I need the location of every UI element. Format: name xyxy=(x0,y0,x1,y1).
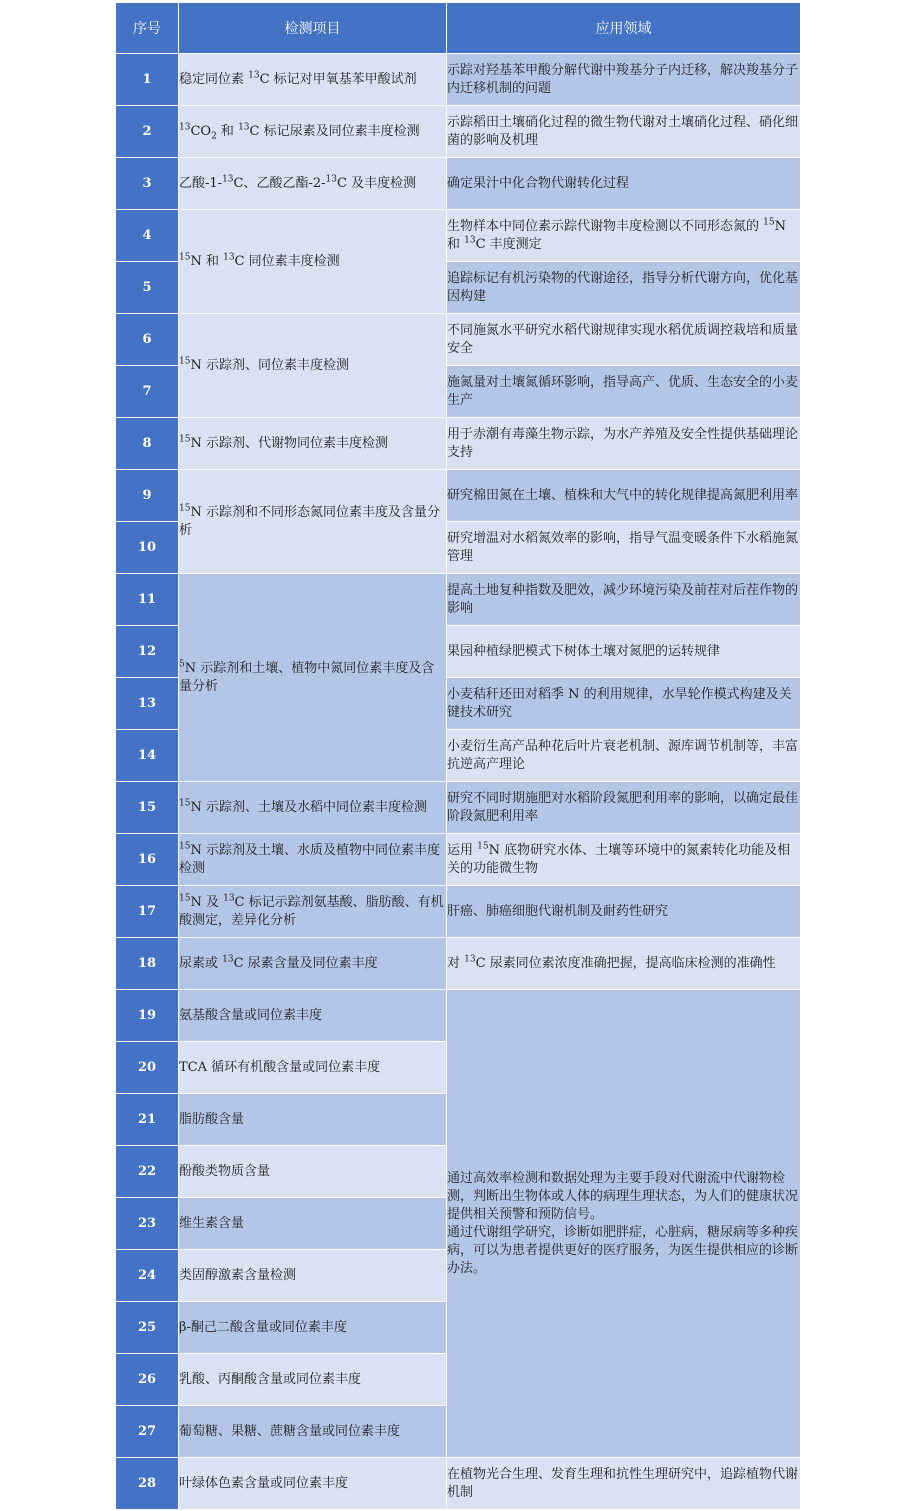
text-segment: 13 xyxy=(223,252,235,263)
application-field xyxy=(447,158,801,210)
detection-item xyxy=(179,1354,447,1406)
application-field xyxy=(447,574,801,626)
text-segment: 提高土地复种指数及肥效，减少环境污染及前茬对后茬作物的影响 xyxy=(447,582,799,616)
text-segment: 脂肪酸含量 xyxy=(179,1111,245,1127)
text-segment: CO xyxy=(190,123,212,139)
table-row xyxy=(116,158,801,210)
text-segment: 13 xyxy=(222,954,234,965)
row-number: 22 xyxy=(116,1146,179,1198)
detection-item xyxy=(179,1458,447,1510)
text-segment: 维生素含量 xyxy=(179,1215,245,1231)
detection-item xyxy=(179,1146,447,1198)
table-row xyxy=(116,834,801,886)
text-segment: C 标记示踪剂氨基酸、脂肪酸、有机酸测定，差异化分析 xyxy=(179,894,444,928)
row-number: 16 xyxy=(116,834,179,886)
application-field xyxy=(447,210,801,262)
table-row xyxy=(116,314,801,366)
text-segment: 果园种植绿肥模式下树体土壤对氮肥的运转规律 xyxy=(447,643,721,659)
text-segment: C 标记尿素及同位素丰度检测 xyxy=(249,123,420,139)
row-number: 24 xyxy=(116,1250,179,1302)
row-number: 3 xyxy=(116,158,179,210)
text-segment: 13 xyxy=(325,174,337,185)
detection-table xyxy=(115,2,801,1510)
table-row xyxy=(116,470,801,522)
detection-item xyxy=(179,418,447,470)
text-segment: 用于赤潮有毒藻生物示踪，为水产养殖及安全性提供基础理论支持 xyxy=(447,426,799,460)
text-segment: 尿素或 xyxy=(179,955,223,971)
table-row xyxy=(116,54,801,106)
text-segment: C 尿素同位素浓度准确把握，提高临床检测的准确性 xyxy=(475,955,776,971)
text-segment: 类固醇激素含量检测 xyxy=(179,1267,297,1283)
header-app: 应用领域 xyxy=(447,3,801,54)
detection-item xyxy=(179,158,447,210)
detection-item xyxy=(179,1094,447,1146)
detection-item xyxy=(179,314,447,418)
text-segment: 研究棉田氮在土壤、植株和大气中的转化规律提高氮肥利用率 xyxy=(447,487,799,503)
row-number: 13 xyxy=(116,678,179,730)
text-segment: C 标记对甲氧基苯甲酸试剂 xyxy=(259,71,417,87)
application-field xyxy=(447,470,801,522)
text-segment: 小麦秸秆还田对稻季 N 的利用规律，水旱轮作模式构建及关键技术研究 xyxy=(447,686,792,720)
text-segment: 15 xyxy=(477,841,489,852)
detection-item xyxy=(179,574,447,782)
text-segment: 乳酸、丙酮酸含量或同位素丰度 xyxy=(179,1371,362,1387)
table-row xyxy=(116,1458,801,1510)
text-segment: 15 xyxy=(179,798,191,809)
row-number: 21 xyxy=(116,1094,179,1146)
text-segment: 13 xyxy=(248,70,260,81)
row-number: 26 xyxy=(116,1354,179,1406)
text-segment: 15 xyxy=(179,434,191,445)
detection-item xyxy=(179,886,447,938)
detection-item xyxy=(179,1406,447,1458)
text-segment: 15 xyxy=(179,252,191,263)
text-segment: 追踪标记有机污染物的代谢途径，指导分析代谢方向，优化基因构建 xyxy=(447,270,799,304)
application-field xyxy=(447,418,801,470)
text-segment: TCA 循环有机酸含量或同位素丰度 xyxy=(179,1059,381,1075)
text-segment: N 示踪剂、代谢物同位素丰度检测 xyxy=(190,435,388,451)
application-field xyxy=(447,106,801,158)
table-row xyxy=(116,106,801,158)
table-row xyxy=(116,418,801,470)
text-segment: 稳定同位素 xyxy=(179,71,249,87)
text-segment: 确定果汁中化合物代谢转化过程 xyxy=(447,175,630,191)
text-segment: 15 xyxy=(763,217,775,228)
detection-item xyxy=(179,210,447,314)
table-row xyxy=(116,210,801,262)
row-number: 27 xyxy=(116,1406,179,1458)
detection-item xyxy=(179,54,447,106)
text-segment: N 示踪剂和不同形态氮同位素丰度及含量分析 xyxy=(179,504,440,538)
detection-item xyxy=(179,782,447,834)
text-segment: 15 xyxy=(179,893,191,904)
detection-item xyxy=(179,834,447,886)
row-number: 28 xyxy=(116,1458,179,1510)
text-segment: C 及丰度检测 xyxy=(336,175,417,191)
row-number: 6 xyxy=(116,314,179,366)
application-field xyxy=(447,522,801,574)
text-segment: β-酮己二酸含量或同位素丰度 xyxy=(179,1319,347,1335)
row-number: 11 xyxy=(116,574,179,626)
text-segment: 15 xyxy=(179,503,191,514)
application-field xyxy=(447,262,801,314)
detection-item xyxy=(179,938,447,990)
text-segment: 氨基酸含量或同位素丰度 xyxy=(179,1007,323,1023)
text-segment: N 底物研究水体、土壤等环境中的氮素转化功能及相关的功能微生物 xyxy=(447,842,791,876)
text-segment: 13 xyxy=(464,235,476,246)
table-header-row xyxy=(116,3,801,54)
application-field xyxy=(447,834,801,886)
application-field xyxy=(447,626,801,678)
text-segment: N 和 xyxy=(190,253,224,269)
text-segment: 叶绿体色素含量或同位素丰度 xyxy=(179,1475,349,1491)
application-field xyxy=(447,54,801,106)
application-field xyxy=(447,678,801,730)
row-number: 19 xyxy=(116,990,179,1042)
text-segment: 酚酸类物质含量 xyxy=(179,1163,271,1179)
row-number: 5 xyxy=(116,262,179,314)
row-number: 18 xyxy=(116,938,179,990)
detection-item xyxy=(179,1042,447,1094)
row-number: 14 xyxy=(116,730,179,782)
row-number: 12 xyxy=(116,626,179,678)
text-segment: 葡萄糖、果糖、蔗糖含量或同位素丰度 xyxy=(179,1423,401,1439)
text-segment: 肝癌、肺癌细胞代谢机制及耐药性研究 xyxy=(447,903,669,919)
application-field xyxy=(447,1458,801,1510)
text-segment: 2 xyxy=(211,131,217,142)
text-segment: C 丰度测定 xyxy=(475,236,542,252)
text-segment: 15 xyxy=(179,356,191,367)
table-row xyxy=(116,782,801,834)
text-segment: 对 xyxy=(447,955,465,971)
row-number: 10 xyxy=(116,522,179,574)
text-segment: 小麦衍生高产品种花后叶片衰老机制、源库调节机制等，丰富抗逆高产理论 xyxy=(447,738,799,772)
text-segment: 运用 xyxy=(447,842,478,858)
application-field xyxy=(447,886,801,938)
application-field xyxy=(447,314,801,366)
text-segment: C 尿素含量及同位素丰度 xyxy=(233,955,378,971)
application-field xyxy=(447,990,801,1458)
text-segment: 研究增温对水稻氮效率的影响，指导气温变暖条件下水稻施氮管理 xyxy=(447,530,799,564)
text-segment: 13 xyxy=(222,174,234,185)
text-segment: N 示踪剂、同位素丰度检测 xyxy=(190,357,349,373)
text-segment: 和 xyxy=(216,123,239,139)
application-field xyxy=(447,782,801,834)
text-segment: N 和 xyxy=(447,218,786,252)
header-num: 序号 xyxy=(116,3,179,54)
row-number: 25 xyxy=(116,1302,179,1354)
row-number: 15 xyxy=(116,782,179,834)
application-field xyxy=(447,366,801,418)
text-segment: 通过高效率检测和数据处理为主要手段对代谢流中代谢物检测，判断出生物体或人体的病理生理状态，为人们的健康状况提供相关预警和预防信号。 通过代谢组学研究，诊断如肥胖症，心脏病，糖尿病等多种疾病，可以为患者提供更好的医疗服务，为医生提供相应的诊断办法。 xyxy=(447,1170,799,1276)
text-segment: 乙酸-1- xyxy=(179,175,223,191)
row-number: 23 xyxy=(116,1198,179,1250)
row-number: 1 xyxy=(116,54,179,106)
text-segment: 示踪稻田土壤硝化过程的微生物代谢对土壤硝化过程、硝化细菌的影响及机理 xyxy=(447,114,799,148)
header-item: 检测项目 xyxy=(179,3,447,54)
detection-item xyxy=(179,1250,447,1302)
detection-item xyxy=(179,1302,447,1354)
application-field xyxy=(447,938,801,990)
text-segment: 15 xyxy=(179,841,191,852)
table-row xyxy=(116,886,801,938)
row-number: 17 xyxy=(116,886,179,938)
text-segment: C 同位素丰度检测 xyxy=(234,253,340,269)
row-number: 20 xyxy=(116,1042,179,1094)
detection-item xyxy=(179,990,447,1042)
text-segment: 不同施氮水平研究水稻代谢规律实现水稻优质调控栽培和质量安全 xyxy=(447,322,799,356)
text-segment: 施氮量对土壤氮循环影响，指导高产、优质、生态安全的小麦生产 xyxy=(447,374,799,408)
detection-item xyxy=(179,470,447,574)
text-segment: 研究不同时期施肥对水稻阶段氮肥利用率的影响，以确定最佳阶段氮肥利用率 xyxy=(447,790,799,824)
row-number: 7 xyxy=(116,366,179,418)
application-field xyxy=(447,730,801,782)
table-row xyxy=(116,938,801,990)
text-segment: C、乙酸乙酯-2- xyxy=(233,175,326,191)
text-segment: N 示踪剂、土壤及水稻中同位素丰度检测 xyxy=(190,799,427,815)
row-number: 8 xyxy=(116,418,179,470)
row-number: 9 xyxy=(116,470,179,522)
text-segment: N 及 xyxy=(190,894,224,910)
text-segment: 示踪对羟基苯甲酸分解代谢中羧基分子内迁移，解决羧基分子内迁移机制的问题 xyxy=(447,62,799,96)
text-segment: 在植物光合生理、发育生理和抗性生理研究中，追踪植物代谢机制 xyxy=(447,1466,799,1500)
text-segment: N 示踪剂及土壤、水质及植物中同位素丰度检测 xyxy=(179,842,440,876)
table-row xyxy=(116,574,801,626)
text-segment: 生物样本中同位素示踪代谢物丰度检测以不同形态氮的 xyxy=(447,218,764,234)
text-segment: 5 xyxy=(179,659,185,670)
text-segment: 13 xyxy=(464,954,476,965)
row-number: 4 xyxy=(116,210,179,262)
table-row xyxy=(116,990,801,1042)
text-segment: 13 xyxy=(238,122,250,133)
text-segment: 13 xyxy=(179,122,191,133)
row-number: 2 xyxy=(116,106,179,158)
text-segment: N 示踪剂和土壤、植物中氮同位素丰度及含量分析 xyxy=(179,660,435,694)
text-segment: 13 xyxy=(223,893,235,904)
detection-item xyxy=(179,1198,447,1250)
detection-item xyxy=(179,106,447,158)
